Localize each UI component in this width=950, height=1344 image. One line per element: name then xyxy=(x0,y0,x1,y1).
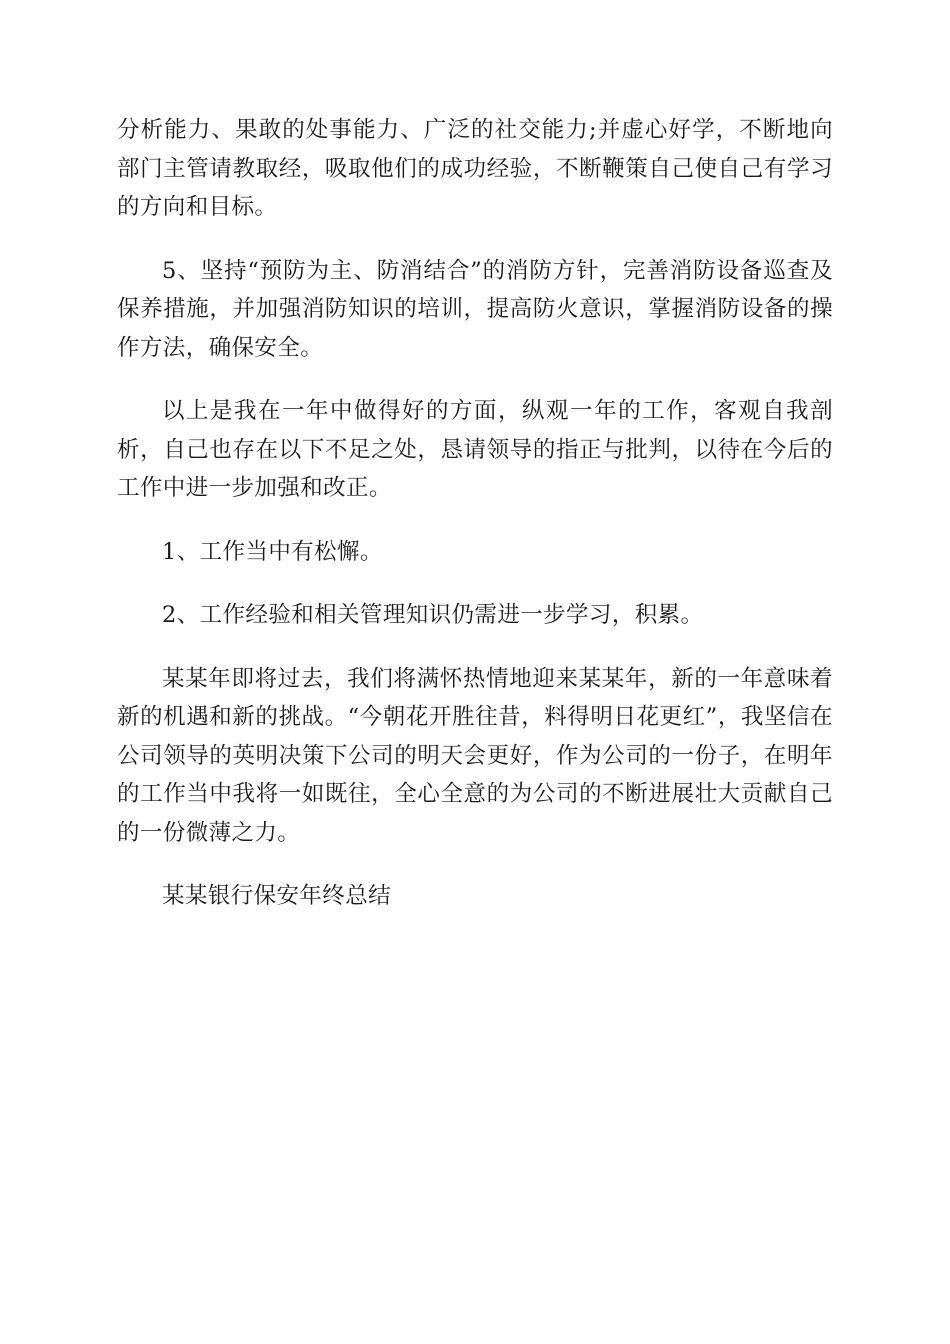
paragraph-self-review: 以上是我在一年中做得好的方面，纵观一年的工作，客观自我剖析，自己也存在以下不足之处，恳请领导的指正与批判，以待在今后的工作中进一步加强和改正。 xyxy=(117,398,833,501)
paragraph-continuation: 分析能力、果敢的处事能力、广泛的社交能力;并虚心好学，不断地向部门主管请教取经，吸取他们的成功经验，不断鞭策自己使自己有学习的方向和目标。 xyxy=(117,117,833,220)
paragraph-outlook: 某某年即将过去，我们将满怀热情地迎来某某年，新的一年意味着新的机遇和新的挑战。“今朝花开胜往昔，料得明日花更红”，我坚信在公司领导的英明决策下公司的明天会更好，作为公司的一份子，在明年的工作当中我将一如既往，全心全意的为公司的不断进展壮大贡献自己的一份微薄之力。 xyxy=(117,665,833,846)
paragraph-shortcoming-2: 2、工作经验和相关管理知识仍需进一步学习，积累。 xyxy=(162,602,704,628)
next-document-title: 某某银行保安年终总结 xyxy=(162,883,392,909)
paragraph-item-5: 5、坚持“预防为主、防消结合”的消防方针，完善消防设备巡查及保养措施，并加强消防知识的培训，提高防火意识，掌握消防设备的操作方法，确保安全。 xyxy=(117,257,833,361)
paragraph-shortcoming-1: 1、工作当中有松懈。 xyxy=(162,538,383,565)
document-page xyxy=(117,111,833,941)
